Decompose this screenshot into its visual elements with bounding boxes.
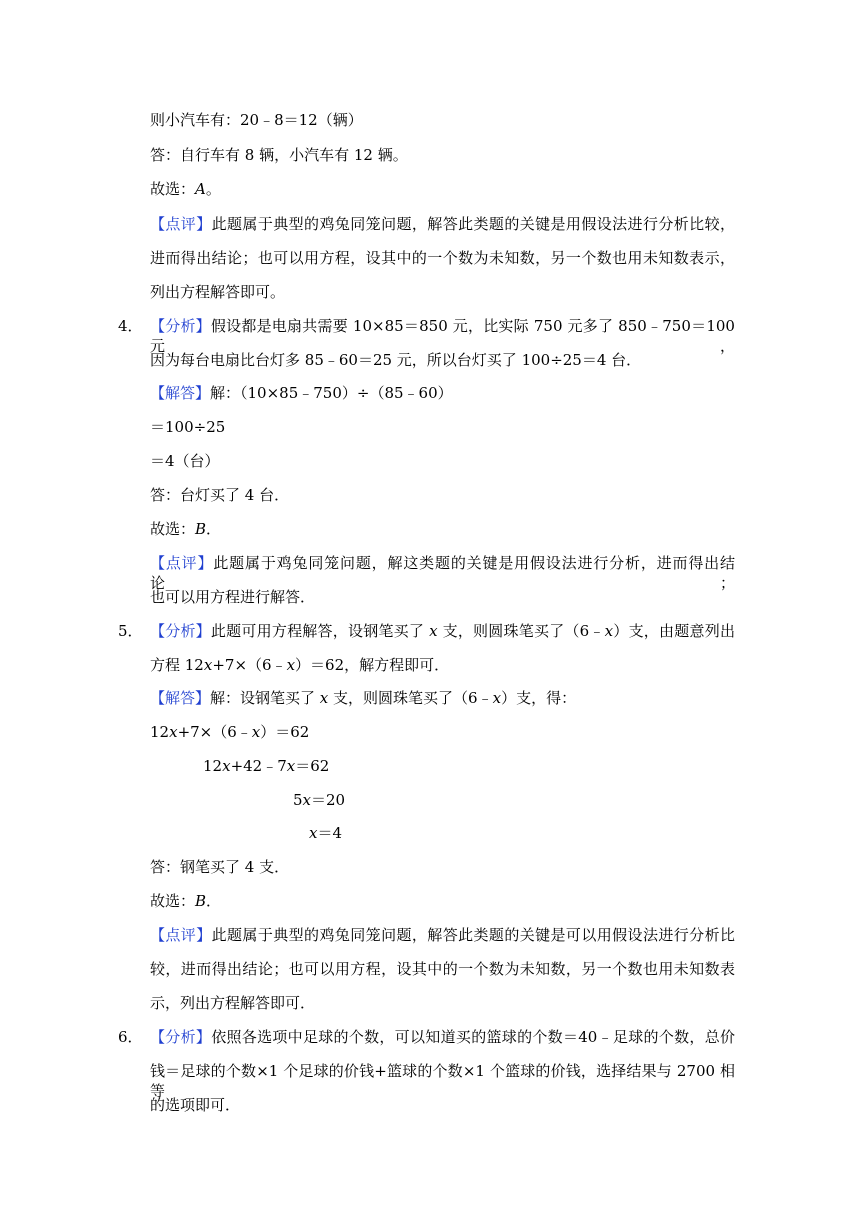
question-5-number: 5． xyxy=(118,622,143,640)
q4-analysis-line-1: 【分析】假设都是电扇共需要 10×85＝850 元，比实际 750 元多了 850﹣750＝100 元， xyxy=(150,317,735,355)
question-4-number: 4． xyxy=(118,317,143,335)
q4-comment-line-2: 也可以用方程进行解答． xyxy=(150,588,316,606)
q5-answer: 答：钢笔买了 4 支． xyxy=(150,858,290,876)
q5-equation-1: 12x+7×（6﹣x）＝62 xyxy=(150,723,310,741)
q5-comment-line-2: 较，进而得出结论；也可以用方程，设其中的一个数为未知数，另一个数也用未知数表 xyxy=(150,960,735,978)
q6-analysis-line-2: 钱＝足球的个数×1 个足球的价钱+篮球的个数×1 个篮球的价钱，选择结果与 2700 相等 xyxy=(150,1062,735,1100)
q5-equation-4: x＝4 xyxy=(309,824,343,842)
q4-choice: 故选：B． xyxy=(150,520,222,538)
q5-comment-line-1: 【点评】此题属于典型的鸡兔同笼问题，解答此类题的关键是可以用假设法进行分析比 xyxy=(150,926,735,944)
q4-answer: 答：台灯买了 4 台． xyxy=(150,486,290,504)
q5-equation-3: 5x＝20 xyxy=(293,791,346,809)
q4-step-2: ＝4（台） xyxy=(150,452,220,470)
prev-comment-line-1: 【点评】此题属于典型的鸡兔同笼问题，解答此类题的关键是用假设法进行分析比较， xyxy=(150,215,735,233)
prev-choice: 故选：A。 xyxy=(150,180,221,198)
q5-choice: 故选：B． xyxy=(150,892,222,910)
q4-analysis-line-2: 因为每台电扇比台灯多 85﹣60＝25 元，所以台灯买了 100÷25＝4 台． xyxy=(150,351,642,369)
q5-solution-line: 【解答】解：设钢笔买了 x 支，则圆珠笔买了（6﹣x）支，得： xyxy=(150,689,577,707)
prev-solution-line: 则小汽车有：20﹣8＝12（辆） xyxy=(150,111,363,129)
q5-equation-2: 12x+42﹣7x＝62 xyxy=(203,757,330,775)
prev-comment-line-2: 进而得出结论；也可以用方程，设其中的一个数为未知数，另一个数也用未知数表示， xyxy=(150,249,735,267)
q5-analysis-line-2: 方程 12x+7×（6﹣x）＝62，解方程即可． xyxy=(150,656,450,674)
prev-comment-line-3: 列出方程解答即可。 xyxy=(150,283,286,301)
q5-analysis-line-1: 【分析】此题可用方程解答，设钢笔买了 x 支，则圆珠笔买了（6﹣x）支，由题意列出 xyxy=(150,622,735,640)
question-6-number: 6． xyxy=(118,1028,143,1046)
q4-step-1: ＝100÷25 xyxy=(150,418,226,436)
prev-answer: 答：自行车有 8 辆，小汽车有 12 辆。 xyxy=(150,146,408,164)
q5-comment-line-3: 示，列出方程解答即可． xyxy=(150,994,316,1012)
q6-analysis-line-3: 的选项即可． xyxy=(150,1096,241,1114)
q6-analysis-line-1: 【分析】依照各选项中足球的个数，可以知道买的篮球的个数＝40﹣足球的个数，总价 xyxy=(150,1028,735,1046)
q4-comment-line-1: 【点评】此题属于鸡兔同笼问题，解这类题的关键是用假设法进行分析，进而得出结论； xyxy=(150,554,735,592)
q4-solution-line: 【解答】解：（10×85﹣750）÷（85﹣60） xyxy=(150,384,453,402)
